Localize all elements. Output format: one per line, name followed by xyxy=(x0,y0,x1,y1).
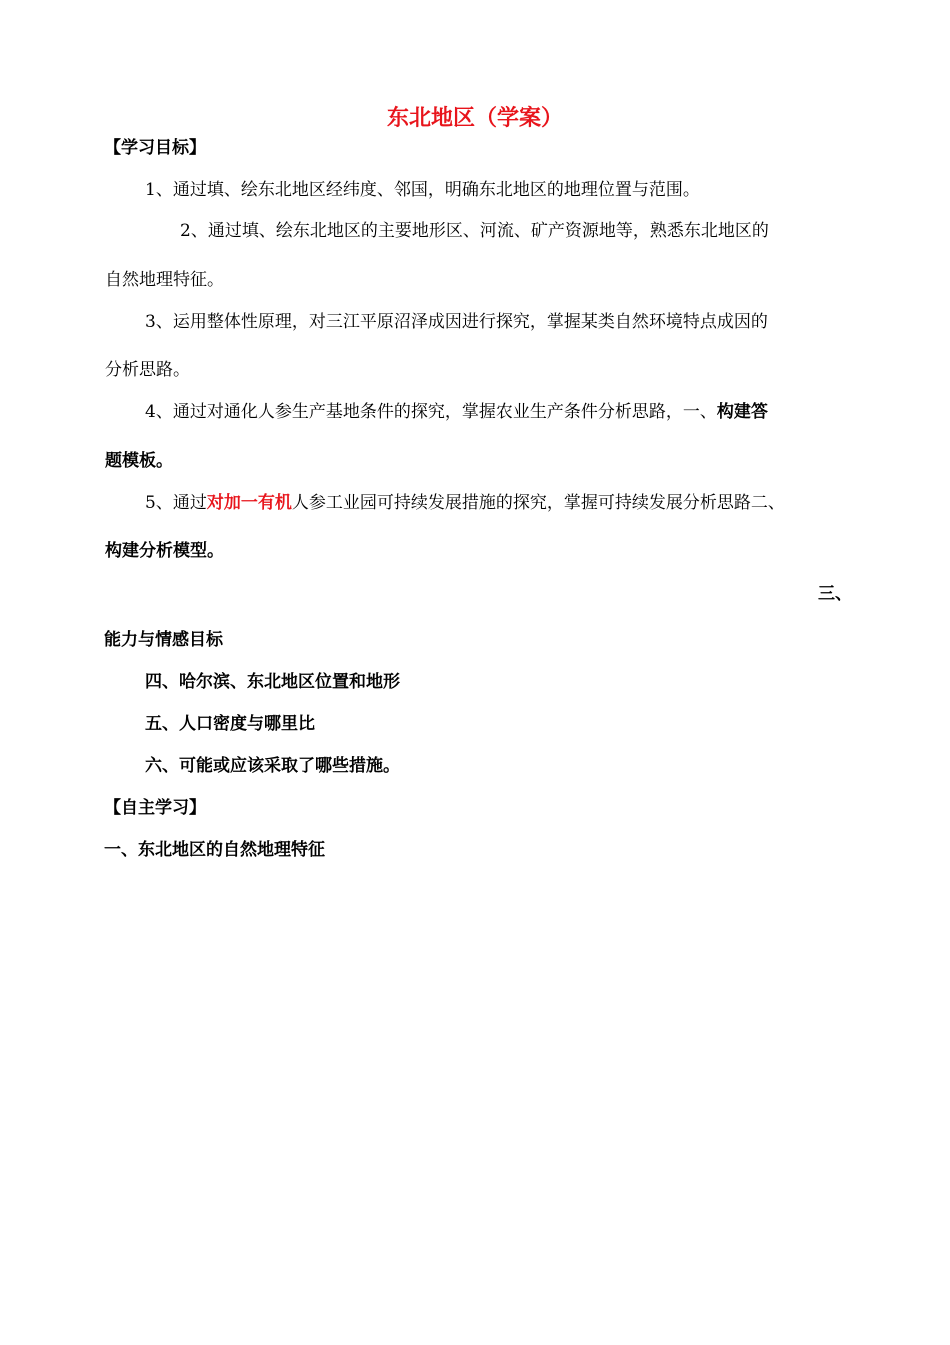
objective-3-line-1: 3、运用整体性原理，对三江平原沼泽成因进行探究，掌握某类自然环境特点成因的 xyxy=(145,312,768,332)
objective-1: 1、通过填、绘东北地区经纬度、邻国，明确东北地区的地理位置与范围。 xyxy=(145,180,700,200)
objective-5-text-b: 人参工业园可持续发展措施的探究，掌握可持续发展分析思路二、 xyxy=(291,493,785,513)
item-si: 四、哈尔滨、东北地区位置和地形 xyxy=(145,672,400,692)
objective-5-line-2: 构建分析模型。 xyxy=(105,541,224,561)
objective-3-line-2: 分析思路。 xyxy=(105,360,190,380)
objective-4-line-1 xyxy=(145,398,768,426)
objective-5-text-a: 5、通过 xyxy=(145,493,207,513)
objective-4-text: 4、通过对通化人参生产基地条件的探究，掌握农业生产条件分析思路，一、 xyxy=(145,402,717,422)
numbering-san: 三、 xyxy=(818,584,852,604)
item-liu: 六、可能或应该采取了哪些措施。 xyxy=(145,756,400,776)
objective-5-line-1 xyxy=(145,489,785,517)
self-study-item-1: 一、东北地区的自然地理特征 xyxy=(104,840,325,860)
document-title: 东北地区（学案） xyxy=(386,105,563,131)
self-study-heading: 【自主学习】 xyxy=(104,798,206,818)
ability-goals: 能力与情感目标 xyxy=(104,630,223,650)
objective-5-red-text: 对加一有机 xyxy=(206,493,292,513)
item-wu: 五、人口密度与哪里比 xyxy=(145,714,315,734)
objectives-heading: 【学习目标】 xyxy=(104,138,206,158)
objective-2-line-2: 自然地理特征。 xyxy=(105,270,224,290)
objective-4-bold-text: 构建答 xyxy=(716,402,768,422)
objective-4-line-2: 题模板。 xyxy=(105,451,173,471)
objective-2-line-1: 2、通过填、绘东北地区的主要地形区、河流、矿产资源地等，熟悉东北地区的 xyxy=(180,221,769,241)
